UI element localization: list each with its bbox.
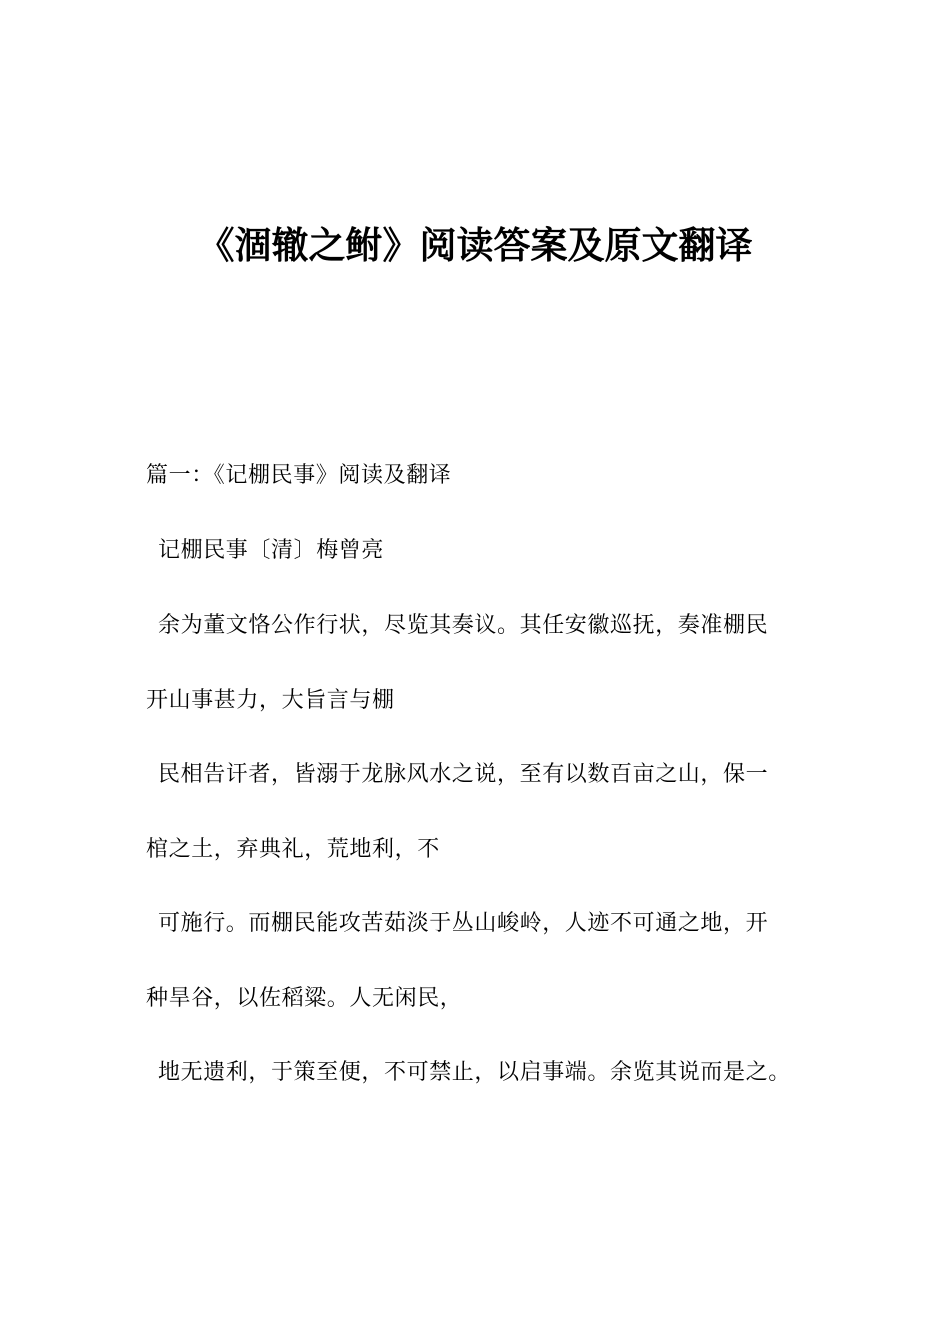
paragraph-line: 地无遗利，于策至便，不可禁止，以启事端。余览其说而是之。 bbox=[158, 1060, 791, 1085]
paragraph-line: 开山事甚力，大旨言与棚 bbox=[146, 688, 395, 713]
document-title: 《涸辙之鲋》阅读答案及原文翻译 bbox=[197, 224, 753, 267]
paragraph-line: 民相告讦者，皆溺于龙脉风水之说，至有以数百亩之山，保一 bbox=[158, 762, 769, 787]
paragraph-line: 棺之土，弃典礼，荒地利，不 bbox=[146, 837, 440, 862]
text-heading: 记棚民事〔清〕梅曾亮 bbox=[158, 538, 385, 563]
paragraph-line: 余为董文恪公作行状，尽览其奏议。其任安徽巡抚，奏准棚民 bbox=[158, 613, 769, 638]
paragraph-line: 可施行。而棚民能攻苦茹淡于丛山峻岭，人迹不可通之地，开 bbox=[158, 911, 769, 936]
section-heading: 篇一：《记棚民事》阅读及翻译 bbox=[146, 463, 452, 488]
paragraph-line: 种旱谷，以佐稻粱。人无闲民， bbox=[146, 986, 463, 1011]
